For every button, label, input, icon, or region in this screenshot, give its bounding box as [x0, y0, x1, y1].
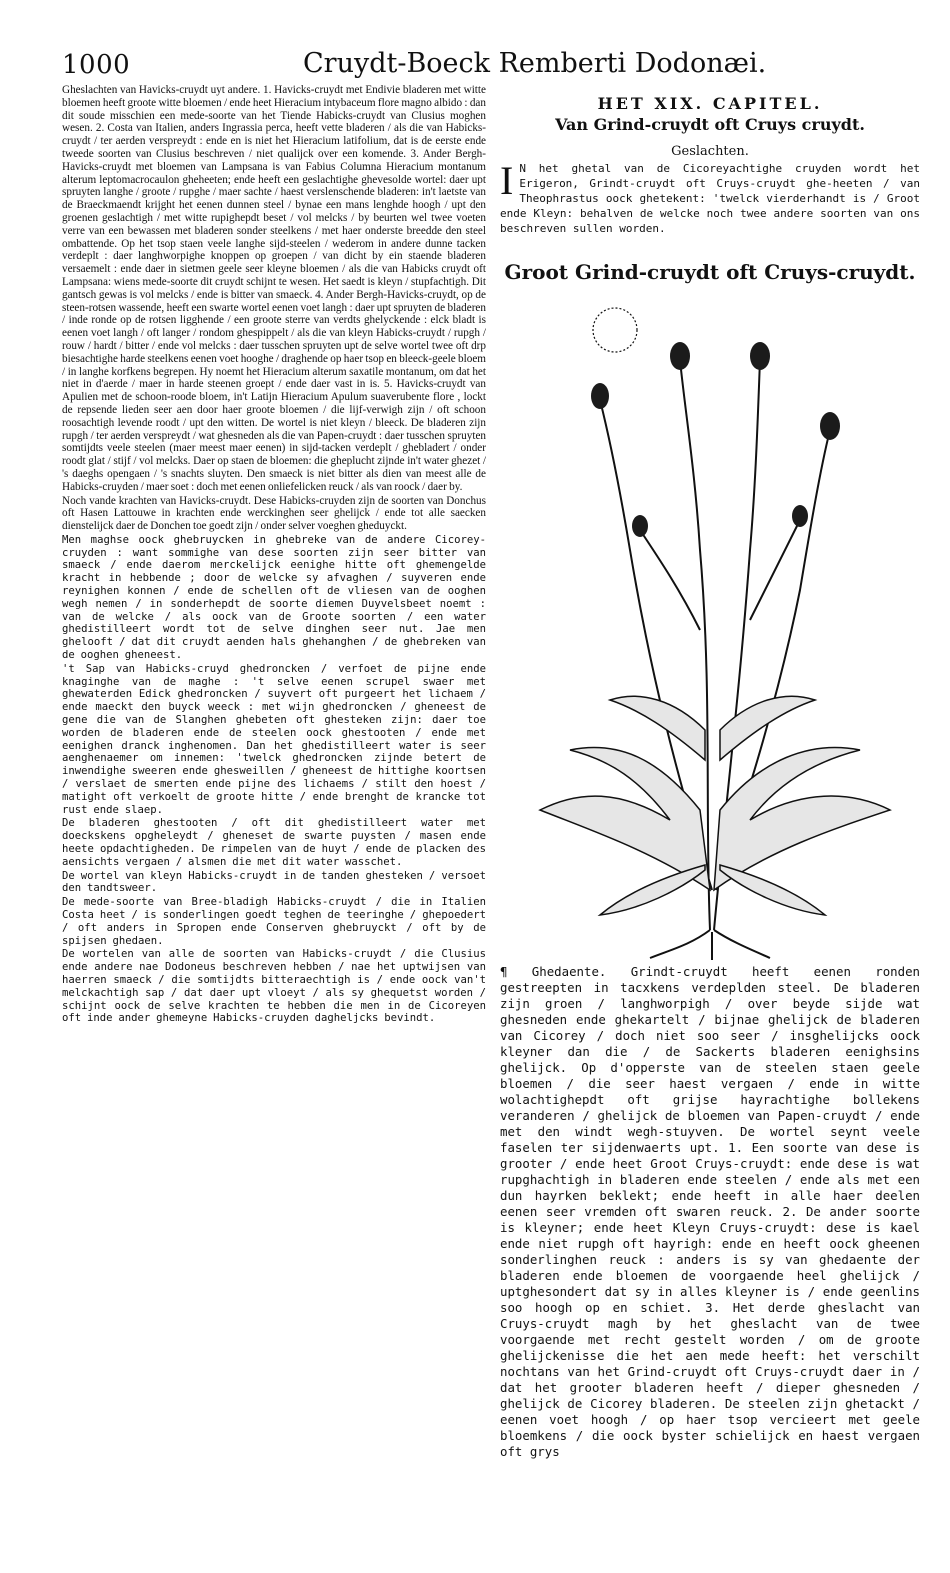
- intro-text: N het ghetal van de Cicoreyachtighe cruyden wordt het Erigeron, Grindt-cruydt oft Cruys-cruydt ghe-heeten / van Theophrastus oock ghetekent: 'twelck vierderhandt is / Groot ende Kleyn: behalven de welcke noch twee andere soorten van ons beschreven sullen worden.: [500, 162, 920, 235]
- paragraph: De wortelen van alle de soorten van Habicks-cruydt / die Clusius ende andere nae Dodoneus beschreven hebben / nae het uptwijsen van haerren smaeck / die somtijdts bitteraechtigh is / ende oock van't melckachtigh sap / dat daer upt vloeyt / als sy ghequetst worden / schijnt oock de selve krachten te hebben die men in de Cicoreyen oft inde ander ghemeyne Habicks-cruyden dagheljcks bevindt.: [62, 948, 486, 1025]
- section-label: Geslachten.: [671, 144, 749, 159]
- figure-title: Groot Grind-cruydt oft Cruys-cruydt.: [504, 260, 916, 284]
- drop-cap: I: [500, 158, 514, 203]
- plant-illustration: [500, 290, 920, 960]
- page-number: 1000: [62, 50, 131, 80]
- page-header: [62, 50, 892, 84]
- paragraph: De mede-soorte van Bree-bladigh Habicks-cruydt / die in Italien Costa heet / is sonderlingen goedt teghen de teeringhe / ghepoedert / oft anders in Spropen ende Conserven ghebruyckt / oft by de spijsen ghedaen.: [62, 896, 486, 947]
- chapter-title: HET XIX. CAPITEL.: [597, 94, 823, 113]
- paragraph: De wortel van kleyn Habicks-cruydt in de tanden ghesteken / versoet den tandtsweer.: [62, 869, 486, 895]
- paragraph: Noch vande krachten van Havicks-cruydt. Dese Habicks-cruyden zijn de soorten van Donchus oft Hasen Lattouwe in krachten ende werckinghen seer ghelijck / ende tot alle saecken dienstelijck daer de Donchen toe goedt zijn / onder selver voeghen gheduyckt.: [62, 494, 486, 533]
- intro-paragraph: [500, 158, 920, 236]
- right-column: [500, 94, 920, 1539]
- paragraph: 't Sap van Habicks-cruyd ghedroncken / verfoet de pijne ende knaginghe van de maghe : 't selve eenen scrupel swaer met ghewaterden Edick ghedroncken / suyvert oft purgeert het lichaem / ende maeckt den buyck weeck : met wijn ghedroncken / gheneest de gene die van de Slanghen ghebeten oft ghesteken zijn: daer toe worden de bladeren ende de steelen oock ghestooten / ende met eenighen dranck inghenomen. Dan het ghedistilleert water is seer aenghenaemer om innemen: 'twelck ghedroncken zijnde betert de inwendighe sweeren ende ghesweillen / gheneest de hittighe koortsen / verslaet de smerten ende pijne des lichaems / stilt den hoest / matight oft verkoelt de groote hitte / ende brenght de krancke tot rust ende slaep.: [62, 662, 486, 816]
- paragraph: Men maghse oock ghebruycken in ghebreke van de andere Cicorey-cruyden : want sommighe van dese soorten zijn seer bitter van smaeck / ende daerom merckelijck eenighe hitte oft ghemengelde kracht in hebbende ; door de welcke sy afvaghen / suyveren ende reynighen konnen / ende de schellen oft de vliesen van de ooghen wegh nemen / in sonderhepdt de soorte diemen Duyvelsbeet noemt : van de welcke / als oock van de Groote soorten / een water ghedistilleert wordt tot de selve dinghen seer nut. Jae men ghelooft / dat dit cruydt aenden hals ghehanghen / de ghebreken van de ooghen gheneest.: [62, 533, 486, 662]
- running-title: Cruydt-Boeck Remberti Dodonæi.: [303, 48, 767, 79]
- paragraph: De bladeren ghestooten / oft dit ghedistilleert water met doeckskens opgheleydt / gheneset de swarte puysten / masen ende heete opdachtigheden. De rimpelen van de huyt / ende de placken des aensichts vergaen / alsmen die met dit water wasschet.: [62, 817, 486, 868]
- description-text: ¶ Ghedaente. Grindt-cruydt heeft eenen ronden gestreepten in tacxkens verdeplden steel. De bladeren zijn groen / langhworpigh / over beyde sijde wat ghesneden ende ghekartelt / bijnae ghelijck de bladeren van Cicorey / doch niet soo seer / insghelijcks oock kleyner dan die / de Sackerts bladeren eenighsins ghelijck. Op d'opperste van de steelen staen geele bloemen / die seer haest vergaen / ende in witte wolachtighepdt oft grijse hayrachtighe bollekens veranderen / ghelijck de bloemen van Papen-cruydt / ende met den windt wegh-stuyven. De wortel seynt veele faselen ter sijdenwaerts upt. 1. Een soorte van dese is grooter / ende heet Groot Cruys-cruydt: ende dese is wat rupghachtigh in bladeren ende steelen / ende als met een dun hayrken beklekt; ende heeft in alle haer deelen eenen seer vremden oft swaren reuck. 2. De ander soorte is kleyner; ende heet Kleyn Cruys-cruydt: dese is kael ende niet rupgh oft hayrigh: ende en heeft oock gheenen sonderlinghen reuck : anders is sy van ghedaente der bladeren ende bloemen de voorgaende heel ghelijck / uptghesondert dat sy in alles kleyner is / ende geenlins soo hoogh op en schiet. 3. Het derde gheslacht van Cruys-cruydt magh by het gheslacht van de twee voorgaende met recht gestelt worden / om de groote ghelijckenisse die het aen mede heeft: het verschilt nochtans van het Grind-cruydt oft Cruys-cruydt daer in / dat het grooter bladeren heeft / dieper ghesneden / ghelijck de Cicorey bladeren. De steelen zijn ghetackt / eenen voet hoogh / op haer tsop vercieert met geele bloemkens / die oock byster schielijck en haest vergaen oft grys: [500, 964, 920, 1459]
- left-column: [62, 84, 486, 1494]
- paragraph: Gheslachten van Havicks-cruydt uyt andere. 1. Havicks-cruydt met Endivie bladeren met witte bloemen heeft groote witte bloemen / ende heet Hieracium intybaceum flore magno albido : dan dit soude misschien een mede-soorte van het Tiende Habicks-cruydt van Clusius moghen wesen. 2. Costa van Italien, anders Ingrassia perca, heeft vette bladeren / als die van Habicks-cruydt / ter aerden verspreydt : ende en is niet het Hieracium latifolium, dat is de eerste ende tweede soorten van Clusius beschreven / niet qualijck over een komende. 3. Ander Bergh-Havicks-cruydt met bloemen van Lampsana is van Fabius Columna Hieracium montanum alterum leptomacrocaulon gheheeten; ende heeft een geslachtighe ghevesolde wortel: daer upt spruyten langhe / groote / rupghe / maer sachte / haest verslenschende bladeren: in't laetste van de Braeckmaendt krijght het eenen dunnen steel / bynae een mans lenghde hoogh / upt den groenen geslachtigh / met witte rupighepdt beset / vol melcks / by beurten wel twee voeten verre van een bewassen met bladeren sonder steelkens / met haer onderste breedde den steel ombattende. Op het tsop staen veele langhe sijd-steelen / wederom in andere dunne tacken verdeplt : daer langhworpighe knoppen op groepen / van dicht by ein staende bladeren versaemelt : ende daer in sietmen geele seer kleyne bloemen / als die van Habicks cruydt oft Lampsana: wiens mede-soorte dit cruydt schijnt te wesen. Het saedt is kleyn / stupfachtigh. Dit gantsch gewas is vol melcks / ende is bitter van smaeck. 4. Ander Bergh-Havicks-cruydt, op de steen-rotsen wassende, heeft een swarte wortel eenen voet langh : daer upt spruyten de bladeren / inde ronde op de rotsen ligghende / een groote sterre van verdts ghelyckende : elck bladt is eenen voet langh / oft langer / rondom ghespippelt / als die van kleyn Habicks-cruydt / rupgh / rouw / hardt / bitter / ende vol melcks : daer tusschen spruyten upt de selve wortel twee oft drp biesachtighe harde steelkens eenen voet hooghe / draghende op haer tsop en bleeck-geele bloem / in langhe korfkens begrepen. Hy noemt het Hieracium alterum saxatile montanum, om dat het niet in d'aerde / maer in harde steenen groept / ende daer vast in is. 5. Havicks-cruydt van Apulien met de schoon-roode bloem, in't Latijn Hieracium Apulum suaverubente flore , lockt de repsende lieden seer aen door haer groote bloemen / die lijf-verwigh zijn / oft schoon roosachtigh levende roodt / upt den witten. De wortel is niet kleyn / bleeck. De bladeren zijn rupgh / ter aerden verspreydt / wat ghesneden als die van Papen-cruydt : daer tusschen spruyten somtijdts veele steelen (maer meest maer eenen) in sijd-tacken verdeplt / ghebladert / onder roodt glat / stijf / vol melcks. Daer op staen de bloemen: die gheplucht zijnde in't water ghezet / 's daeghs opengaen / 's snachts sluyten. Den smaeck is niet bitter als dien van meest alle de Habicks-cruyden / maer soet : doch met eenen onliefelicken reuck / als van roock / daer by.: [62, 84, 486, 493]
- chapter-subtitle: Van Grind-cruydt oft Cruys cruydt.: [555, 115, 865, 134]
